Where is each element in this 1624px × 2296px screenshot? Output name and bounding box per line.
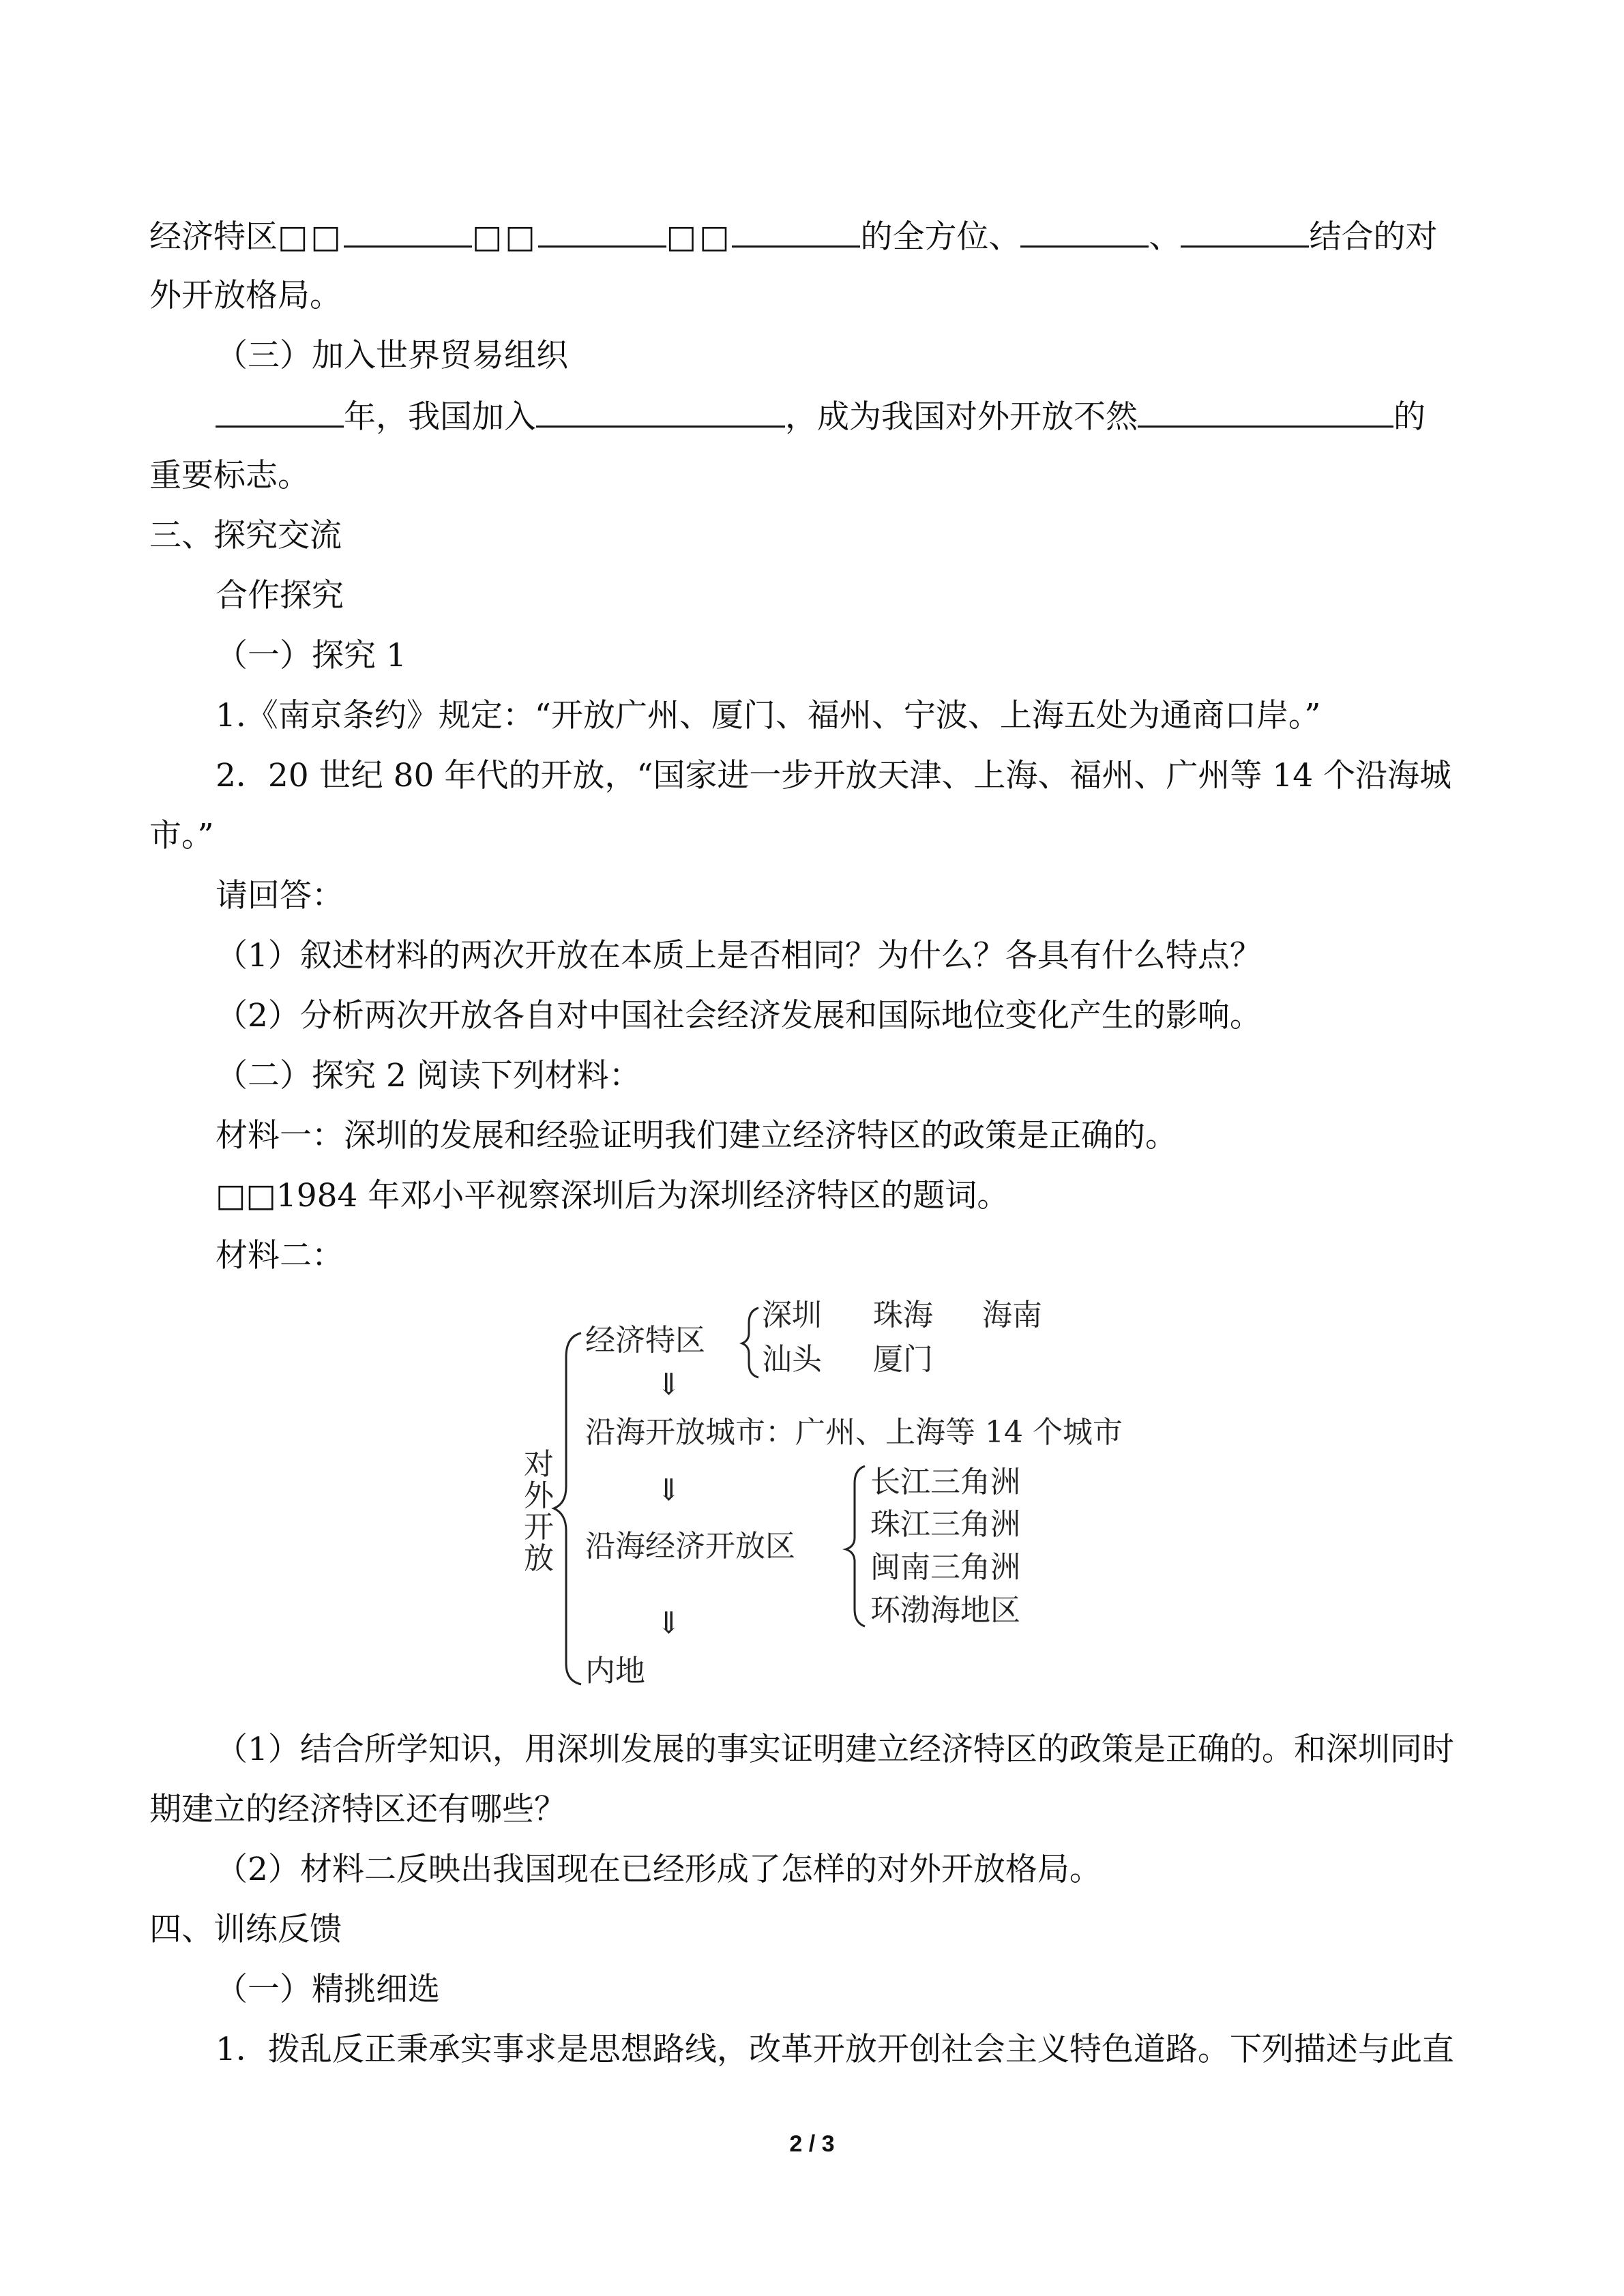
question-line: （1）叙述材料的两次开放在本质上是否相同？为什么？各具有什么特点？ bbox=[216, 937, 1262, 974]
answer-blank[interactable] bbox=[538, 215, 666, 248]
paragraph-line: 请回答： bbox=[216, 877, 344, 914]
paragraph-line: □□1984 年邓小平视察深圳后为深圳经济特区的题词。 bbox=[216, 1177, 1009, 1214]
paragraph-line: 材料二： bbox=[216, 1237, 344, 1274]
question-line: 期建立的经济特区还有哪些？ bbox=[149, 1791, 566, 1828]
paragraph-line: 1.《南京条约》规定：“开放广州、厦门、福州、宁波、上海五处为通商口岸。” bbox=[216, 697, 1321, 734]
paragraph-line: 外开放格局。 bbox=[149, 277, 342, 314]
subsection-title: （一）探究 1 bbox=[216, 637, 407, 674]
answer-blank[interactable] bbox=[732, 215, 860, 248]
placeholder-squares: □□ bbox=[471, 218, 538, 256]
placeholder-squares: □□ bbox=[278, 218, 344, 256]
subsection-title: （三）加入世界贸易组织 bbox=[216, 337, 568, 374]
tier-coastal-cities: 沿海开放城市：广州、上海等 14 个城市 bbox=[585, 1415, 1123, 1450]
region-bohai-rim: 环渤海地区 bbox=[870, 1593, 1020, 1628]
down-arrow: ⇓ bbox=[656, 1367, 681, 1402]
zone-shantou: 汕头 bbox=[762, 1342, 822, 1377]
placeholder-squares: □□ bbox=[666, 218, 733, 256]
paragraph-line: 重要标志。 bbox=[149, 457, 310, 494]
page-number: 2 / 3 bbox=[789, 2131, 835, 2157]
question-line: （2）材料二反映出我国现在已经形成了怎样的对外开放格局。 bbox=[216, 1851, 1102, 1888]
zone-zhuhai: 珠海 bbox=[873, 1298, 933, 1332]
region-yangtze-delta: 长江三角洲 bbox=[870, 1465, 1020, 1500]
root-brace bbox=[554, 1333, 581, 1684]
paragraph-line: 市。” bbox=[149, 817, 214, 854]
paragraph-line: 2．20 世纪 80 年代的开放，“国家进一步开放天津、上海、福州、广州等 14 个沿海城 bbox=[216, 757, 1452, 794]
answer-blank[interactable] bbox=[1138, 396, 1393, 428]
answer-blank[interactable] bbox=[1181, 215, 1309, 248]
fill-blank-line-1 bbox=[149, 215, 1437, 258]
answer-blank[interactable] bbox=[1020, 215, 1149, 248]
text-segment: 的 bbox=[1393, 398, 1426, 436]
answer-blank[interactable] bbox=[536, 396, 785, 428]
tier3-brace bbox=[846, 1466, 865, 1626]
zone-shenzhen: 深圳 bbox=[762, 1298, 822, 1332]
text-segment: 结合的对 bbox=[1309, 218, 1438, 256]
subsection-title: （一）精挑细选 bbox=[216, 1971, 440, 2008]
question-line: （1）结合所学知识，用深圳发展的事实证明建立经济特区的政策是正确的。和深圳同时 bbox=[216, 1731, 1454, 1768]
root-char: 外 bbox=[524, 1478, 554, 1513]
tier-coastal-open-zones: 沿海经济开放区 bbox=[585, 1529, 795, 1564]
paragraph-line: 材料一：深圳的发展和经验证明我们建立经济特区的政策是正确的。 bbox=[216, 1117, 1177, 1154]
text-segment: ，成为我国对外开放不然 bbox=[785, 398, 1138, 436]
zone-xiamen: 厦门 bbox=[873, 1342, 933, 1377]
answer-blank[interactable] bbox=[216, 396, 344, 428]
tier-special-zones: 经济特区 bbox=[585, 1323, 705, 1358]
section-heading: 三、探究交流 bbox=[149, 517, 342, 554]
answer-blank[interactable] bbox=[344, 215, 472, 248]
down-arrow: ⇓ bbox=[656, 1606, 681, 1641]
section-heading: 四、训练反馈 bbox=[149, 1911, 342, 1948]
text-segment: 经济特区 bbox=[149, 218, 278, 256]
subsection-title: （二）探究 2 阅读下列材料： bbox=[216, 1057, 641, 1094]
region-pearl-delta: 珠江三角洲 bbox=[870, 1507, 1020, 1542]
tier-inland: 内地 bbox=[585, 1654, 645, 1688]
text-segment: 、 bbox=[1149, 218, 1181, 256]
root-char: 放 bbox=[524, 1541, 554, 1576]
question-line: （2）分析两次开放各自对中国社会经济发展和国际地位变化产生的影响。 bbox=[216, 997, 1262, 1034]
subheading: 合作探究 bbox=[216, 577, 344, 614]
fill-blank-line-2 bbox=[216, 396, 1426, 438]
down-arrow: ⇓ bbox=[656, 1473, 681, 1508]
text-segment: 的全方位、 bbox=[860, 218, 1021, 256]
question-line: 1．拨乱反正秉承实事求是思想路线，改革开放开创社会主义特色道路。下列描述与此直 bbox=[216, 2031, 1454, 2068]
root-char: 开 bbox=[524, 1510, 554, 1545]
text-segment: 年，我国加入 bbox=[344, 398, 536, 436]
diagram-root-label bbox=[524, 1447, 555, 1576]
region-minnan-delta: 闽南三角洲 bbox=[870, 1550, 1020, 1585]
zone-hainan: 海南 bbox=[982, 1298, 1042, 1332]
tier1-brace bbox=[742, 1308, 758, 1377]
root-char: 对 bbox=[524, 1447, 554, 1482]
